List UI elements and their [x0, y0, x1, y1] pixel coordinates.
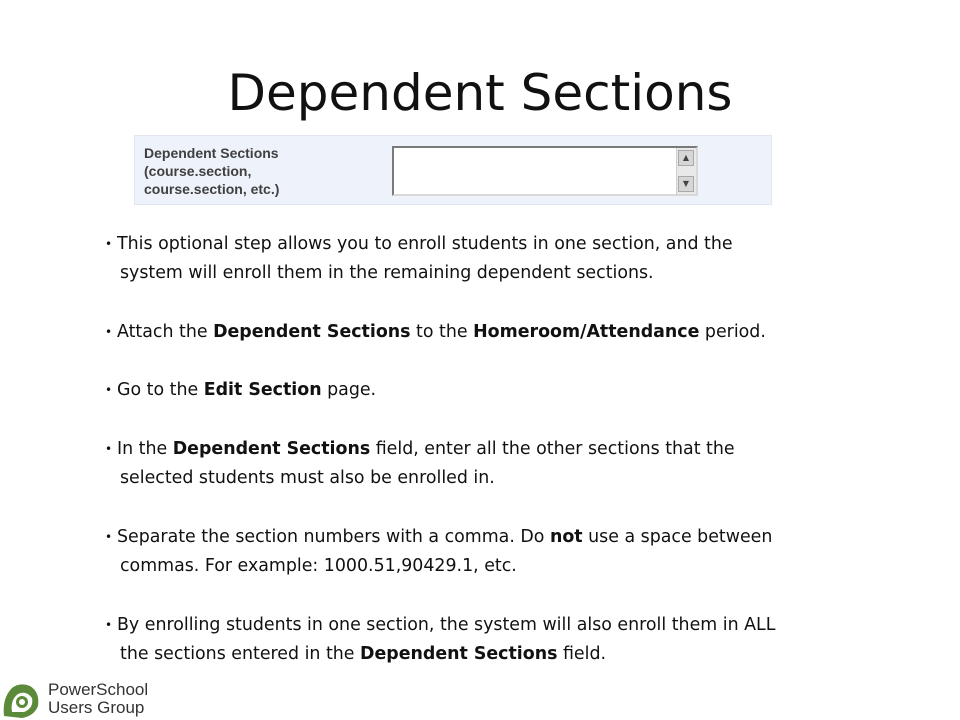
- bullet-text: use a space between: [582, 526, 773, 547]
- bullet-text-continued: selected students must also be enrolled in.: [120, 468, 495, 489]
- bullet-bold-text: Edit Section: [203, 380, 322, 401]
- logo-mark-icon: [4, 684, 39, 718]
- field-label: [144, 144, 364, 198]
- bullet-item: [105, 318, 865, 347]
- bullet-dot: •: [105, 324, 113, 339]
- bullet-bold-text: not: [549, 526, 583, 547]
- logo-line2: Users Group: [48, 698, 145, 717]
- bullet-list: [105, 230, 865, 669]
- bullet-text-continued: [117, 640, 865, 669]
- bullet-dot: •: [105, 617, 113, 632]
- bullet-text: Attach the: [117, 321, 214, 342]
- field-label-line2: (course.section,: [144, 163, 252, 179]
- bullet-bold-text: Dependent Sections: [360, 644, 558, 665]
- bullet-item: [105, 611, 865, 670]
- bullet-text: This optional step allows you to enroll students in one section, and the: [117, 234, 733, 254]
- bullet-item: [105, 435, 865, 494]
- bullet-text: to the: [410, 321, 474, 342]
- logo-text: [48, 681, 160, 717]
- bullet-text: page.: [321, 380, 377, 401]
- bullet-bold-text: Homeroom/Attendance: [473, 321, 700, 342]
- field-label-line3: course.section, etc.): [144, 181, 280, 197]
- dependent-sections-textarea[interactable]: [392, 146, 698, 196]
- bullet-text-continued: commas. For example: 1000.51,90429.1, etc.: [120, 556, 517, 577]
- dependent-sections-field-screenshot: [134, 135, 772, 205]
- bullet-text: By enrolling students in one section, the system will also enroll them in ALL: [117, 614, 776, 635]
- bullet-dot: •: [105, 442, 113, 457]
- scroll-down-icon[interactable]: ▼: [678, 176, 694, 192]
- field-label-line1: Dependent Sections: [144, 145, 279, 161]
- slide-title: Dependent Sections: [227, 64, 733, 122]
- bullet-text: the sections entered in the: [120, 644, 361, 665]
- bullet-item: [105, 376, 865, 405]
- bullet-text: Go to the: [117, 380, 204, 401]
- bullet-text: field, enter all the other sections that the: [370, 439, 735, 460]
- bullet-bold-text: Dependent Sections: [213, 321, 411, 342]
- bullet-item: [105, 523, 865, 582]
- logo-line1: PowerSchool: [48, 681, 149, 699]
- bullet-item: [105, 230, 865, 289]
- textarea-scrollbar[interactable]: [676, 148, 696, 194]
- bullet-text: Separate the section numbers with a comma. Do: [117, 526, 550, 547]
- bullet-dot: •: [105, 383, 113, 398]
- scroll-up-icon[interactable]: ▲: [678, 150, 694, 166]
- bullet-text-continued: system will enroll them in the remaining dependent sections.: [120, 263, 654, 284]
- bullet-dot: •: [105, 237, 113, 251]
- bullet-dot: •: [105, 529, 113, 544]
- bullet-text: period.: [699, 321, 766, 342]
- bullet-bold-text: Dependent Sections: [172, 439, 371, 460]
- bullet-text: field.: [557, 644, 607, 665]
- bullet-text: In the: [117, 439, 173, 460]
